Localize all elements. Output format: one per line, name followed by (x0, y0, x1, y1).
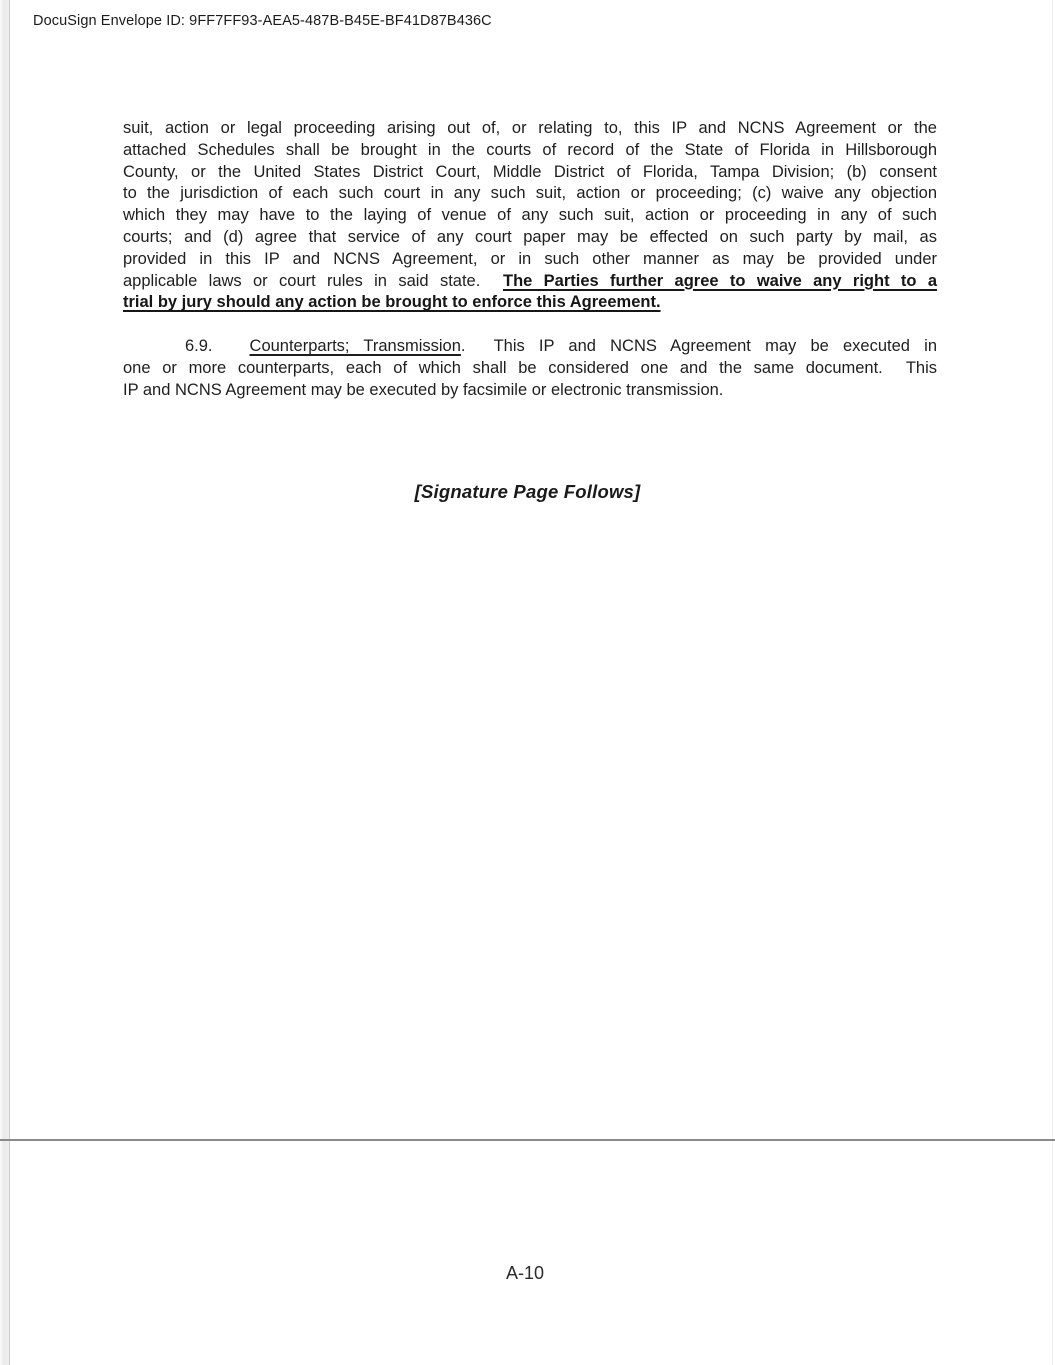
text-segment: to the jurisdiction of each such court in any such suit, action or proceeding; (c) waive any objection (123, 184, 937, 203)
signature-page-note: [Signature Page Follows] (414, 481, 641, 502)
scan-edge-shadow-left (0, 0, 10, 1365)
text-line (123, 227, 937, 249)
text-segment: one or more counterparts, each of which shall be considered one and the same document. This (123, 358, 937, 377)
text-segment: which they may have to the laying of venue of any such suit, action or proceeding in any of such (123, 206, 937, 225)
text-line (123, 205, 937, 227)
text-segment: The Parties further agree to waive any right to a (502, 271, 937, 290)
text-segment: trial by jury should any action be brought to enforce this Agreement. (123, 293, 661, 312)
text-segment: applicable laws or court rules in said state. (123, 271, 503, 290)
page-separator-line (0, 1139, 1055, 1141)
text-segment: IP and NCNS Agreement may be executed by facsimile or electronic transmission. (123, 380, 724, 399)
text-segment: suit, action or legal proceeding arising out of, or relating to, this IP and NCNS Agreement or the (123, 119, 937, 137)
text-line (123, 336, 937, 358)
tab-spacer (213, 350, 250, 351)
text-segment: 6.9. (185, 337, 213, 355)
text-segment: Counterparts; Transmission (249, 337, 461, 355)
scan-edge-shadow-right (1052, 0, 1053, 1365)
text-segment: County, or the United States District Court, Middle District of Florida, Tampa Division; (b) consent (123, 162, 937, 181)
text-line (123, 140, 937, 162)
page-number: A-10 (505, 1263, 545, 1283)
docusign-envelope-id: DocuSign Envelope ID: 9FF7FF93-AEA5-487B-B45E-BF41D87B436C (33, 13, 492, 29)
text-line (123, 118, 937, 140)
text-line (123, 162, 937, 184)
text-line (123, 292, 937, 314)
paragraph-counterparts (123, 336, 937, 401)
paragraph-jurisdiction (123, 118, 937, 314)
text-line (123, 183, 937, 205)
text-line (123, 380, 937, 402)
text-line (123, 249, 937, 271)
text-segment: . This IP and NCNS Agreement may be executed in (460, 337, 937, 355)
text-line (123, 358, 937, 380)
text-line (123, 271, 937, 293)
text-segment: provided in this IP and NCNS Agreement, or in such other manner as may be provided under (123, 249, 937, 268)
tab-spacer (123, 350, 185, 351)
text-segment: attached Schedules shall be brought in the courts of record of the State of Florida in Hillsborough (123, 140, 937, 159)
text-segment: courts; and (d) agree that service of any court paper may be effected on such party by mail, as (123, 227, 937, 246)
